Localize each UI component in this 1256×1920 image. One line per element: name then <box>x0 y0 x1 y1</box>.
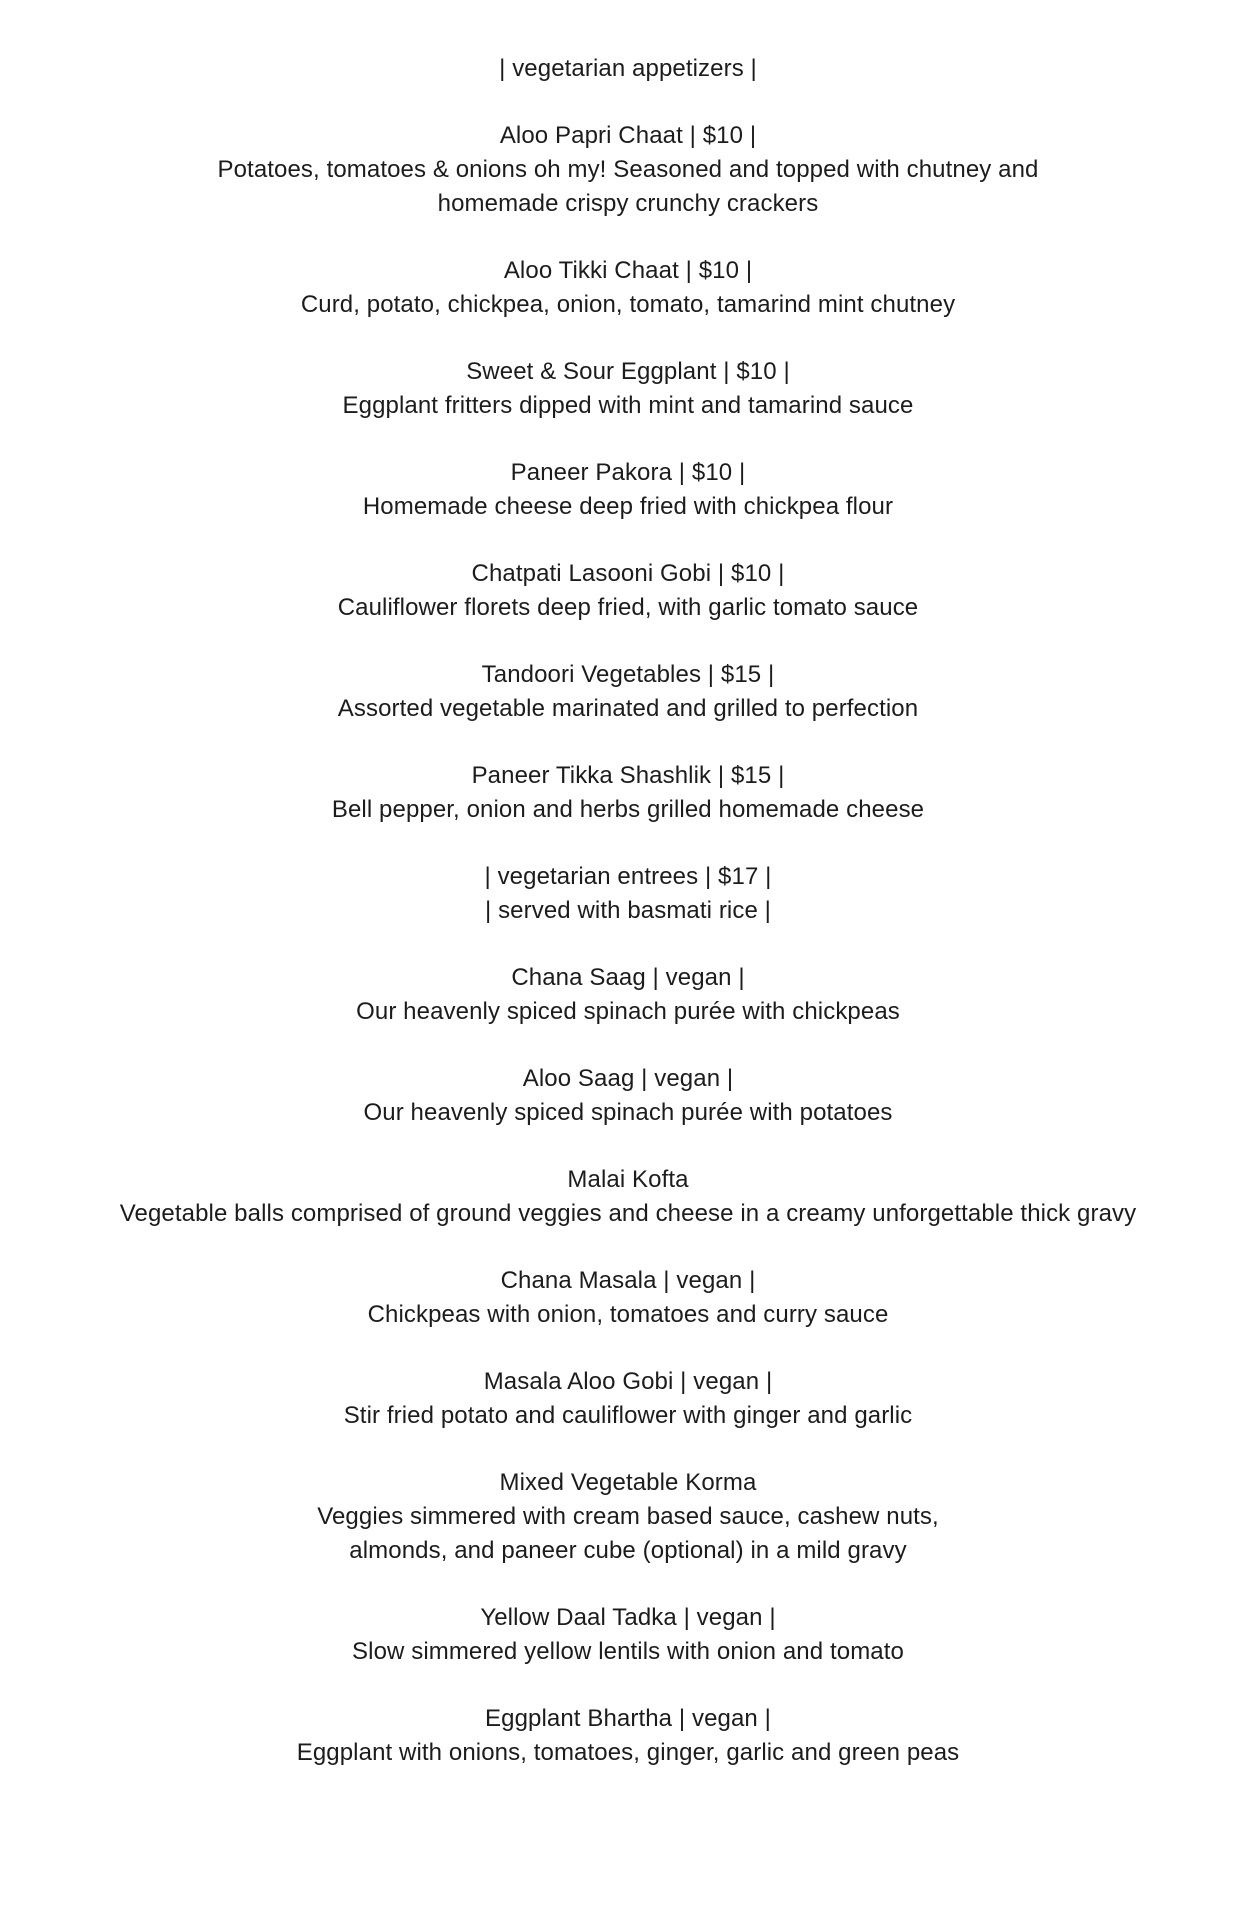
menu-item-paneer-tikka-shashlik <box>0 759 1256 827</box>
item-name: Malai Kofta <box>567 1166 689 1193</box>
item-description: Cauliflower florets deep fried, with garlic tomato sauce <box>337 594 919 621</box>
item-description: Slow simmered yellow lentils with onion and tomato <box>352 1638 904 1665</box>
item-name: Paneer Tikka Shashlik | $15 | <box>471 762 785 789</box>
menu-item-aloo-saag <box>0 1062 1256 1130</box>
item-description: Our heavenly spiced spinach purée with potatoes <box>363 1099 893 1126</box>
item-description: Stir fried potato and cauliflower with ginger and garlic <box>343 1402 913 1429</box>
item-name: Tandoori Vegetables | $15 | <box>481 661 775 688</box>
item-description: Eggplant fritters dipped with mint and tamarind sauce <box>342 392 914 419</box>
item-name: Chatpati Lasooni Gobi | $10 | <box>471 560 785 587</box>
item-description: Potatoes, tomatoes & onions oh my! Seasoned and topped with chutney and <box>217 156 1039 183</box>
item-name: Masala Aloo Gobi | vegan | <box>483 1368 773 1395</box>
item-description: Eggplant with onions, tomatoes, ginger, garlic and green peas <box>296 1739 960 1766</box>
item-description: almonds, and paneer cube (optional) in a mild gravy <box>349 1537 907 1564</box>
menu-item-chatpati-lasooni-gobi <box>0 557 1256 625</box>
entrees-section-heading <box>0 860 1256 928</box>
item-description: Our heavenly spiced spinach purée with chickpeas <box>356 998 900 1025</box>
item-name: Paneer Pakora | $10 | <box>510 459 746 486</box>
menu-item-tandoori-vegetables <box>0 658 1256 726</box>
item-description: Bell pepper, onion and herbs grilled homemade cheese <box>331 796 925 823</box>
item-description: Vegetable balls comprised of ground veggies and cheese in a creamy unforgettable thick gravy <box>119 1200 1137 1227</box>
item-name: Aloo Tikki Chaat | $10 | <box>503 257 753 284</box>
appetizers-heading: | vegetarian appetizers | <box>499 55 757 82</box>
item-name: Eggplant Bhartha | vegan | <box>485 1705 771 1732</box>
menu-item-paneer-pakora <box>0 456 1256 524</box>
appetizers-section-heading <box>0 52 1256 86</box>
item-description: Homemade cheese deep fried with chickpea flour <box>362 493 894 520</box>
item-name: Yellow Daal Tadka | vegan | <box>480 1604 776 1631</box>
entrees-subheading: | served with basmati rice | <box>484 897 772 924</box>
item-name: Chana Masala | vegan | <box>500 1267 756 1294</box>
item-name: Aloo Saag | vegan | <box>522 1065 734 1092</box>
menu-item-aloo-papri-chaat <box>0 119 1256 221</box>
item-description: Curd, potato, chickpea, onion, tomato, tamarind mint chutney <box>300 291 956 318</box>
item-description: Chickpeas with onion, tomatoes and curry sauce <box>367 1301 889 1328</box>
item-description: homemade crispy crunchy crackers <box>437 190 819 217</box>
item-description: Assorted vegetable marinated and grilled to perfection <box>337 695 919 722</box>
menu-item-mixed-vegetable-korma <box>0 1466 1256 1568</box>
item-name: Sweet & Sour Eggplant | $10 | <box>466 358 790 385</box>
menu-item-eggplant-bhartha <box>0 1702 1256 1770</box>
item-description: Veggies simmered with cream based sauce, cashew nuts, <box>317 1503 939 1530</box>
item-name: Aloo Papri Chaat | $10 | <box>499 122 757 149</box>
menu-item-malai-kofta <box>0 1163 1256 1231</box>
menu-page <box>0 52 1256 1770</box>
entrees-heading: | vegetarian entrees | $17 | <box>484 863 772 890</box>
menu-item-chana-saag <box>0 961 1256 1029</box>
item-name: Chana Saag | vegan | <box>511 964 745 991</box>
item-name: Mixed Vegetable Korma <box>499 1469 757 1496</box>
menu-item-chana-masala <box>0 1264 1256 1332</box>
menu-item-aloo-tikki-chaat <box>0 254 1256 322</box>
menu-item-sweet-sour-eggplant <box>0 355 1256 423</box>
menu-item-yellow-daal-tadka <box>0 1601 1256 1669</box>
menu-item-masala-aloo-gobi <box>0 1365 1256 1433</box>
